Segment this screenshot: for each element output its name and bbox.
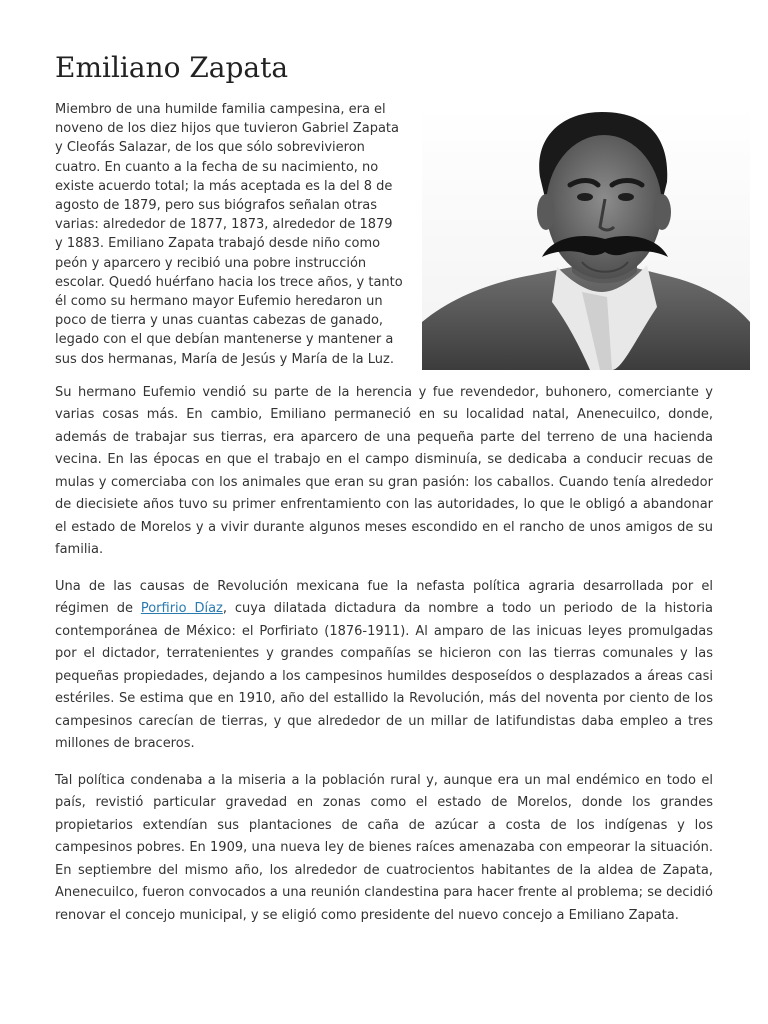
portrait-photo [422,107,750,370]
paragraph-3-text-before: Una de las causas de Revolución mexicana fue la nefasta política agraria desarrollada por el régimen de [55,578,713,617]
porfirio-diaz-link[interactable]: Porfirio Díaz [140,601,223,617]
paragraph-3-text-after: , cuya dilatada dictadura da nombre a todo un periodo de la historia contemporánea de México: el Porfiriato (1876-1911). Al amparo de las inicuas leyes promulgadas por el dictador, terratenientes y grandes compañías se hicieron con las tierras comunales y las pequeñas propiedades, dejando a los campesinos humildes desposeídos o desplazados a áreas casi estériles. Se estima que en 1910, año del estallido la Revolución, más del noventa por ciento de los campesinos carecían de tierras, y que alrededor de un millar de latifundistas daba empleo a tres millones de braceros. [55,601,713,752]
portrait-illustration [422,107,750,370]
paragraph-1: Miembro de una humilde familia campesina, era el noveno de los diez hijos que tuvieron Gabriel Zapata y Cleofás Salazar, de los que sólo sobrevivieron cuatro. En cuanto a la fecha de su nacimiento, no existe acuerdo total; la más aceptada es la del 8 de agosto de 1879, pero sus biógrafos señalan otras varias: alrededor de 1877, 1873, alrededor de 1879 y 1883. Emiliano Zapata trabajó desde niño como peón y aparcero y recibió una pobre instrucción escolar. Quedó huérfano hacia los trece años, y tanto él como su hermano mayor Eufemio heredaron un poco de tierra y unas cuantas cabezas de ganado, legado con el que debían mantenerse y mantener a sus dos hermanas, María de Jesús y María de la Luz. [55,102,403,367]
paragraph-2: Su hermano Eufemio vendió su parte de la herencia y fue revendedor, buhonero, comerciante y varias cosas más. En cambio, Emiliano permaneció en su localidad natal, Anenecuilco, donde, además de trabajar sus tierras, era aparcero de una pequeña parte del terreno de una hacienda vecina. En las épocas en que el trabajo en el campo disminuía, se dedicaba a conducir recuas de mulas y comerciaba con los animales que eran su gran pasión: los caballos. Cuando tenía alrededor de diecisiete años tuvo su primer enfrentamiento con las autoridades, lo que le obligó a abandonar el estado de Morelos y a vivir durante algunos meses escondido en el rancho de unos amigos de su familia. [55,384,713,558]
article-title: Emiliano Zapata [55,51,289,84]
paragraph-4: Tal política condenaba a la miseria a la población rural y, aunque era un mal endémico en todo el país, revistió particular gravedad en zonas como el estado de Morelos, donde los grandes propietarios extendían sus plantaciones de caña de azúcar a costa de los indígenas y los campesinos pobres. En 1909, una nueva ley de bienes raíces amenazaba con empeorar la situación. En septiembre del mismo año, los alrededor de cuatrocientos habitantes de la aldea de Zapata, Anenecuilco, fueron convocados a una reunión clandestina para hacer frente al problema; se decidió renovar el concejo municipal, y se eligió como presidente del nuevo concejo a Emiliano Zapata. [55,772,713,923]
paragraph-3 [55,576,713,756]
